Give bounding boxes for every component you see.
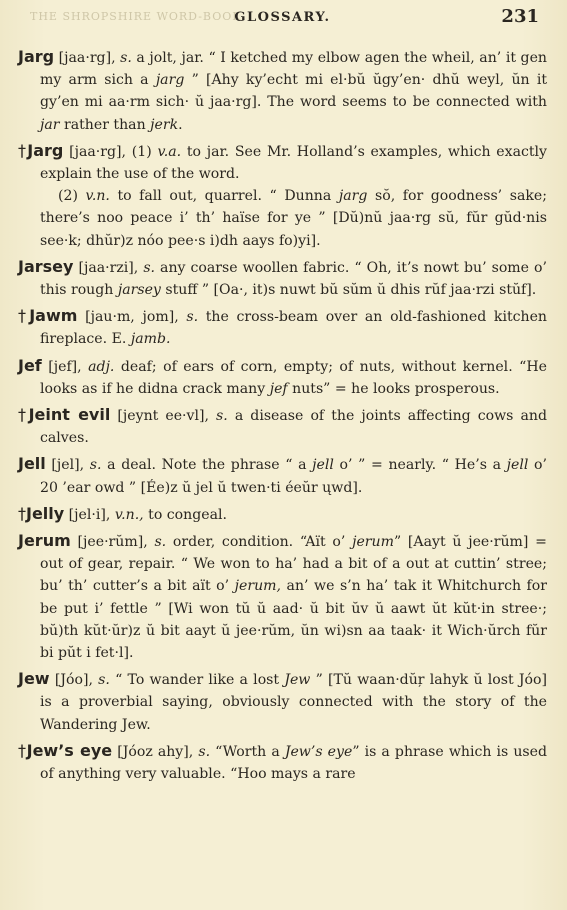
headword: Jell xyxy=(18,454,46,474)
glossary-entry: Jef [jef], adj. deaf; of ears of corn, empty; of nuts, without kernel. “He looks as if he didna crack many jef nuts” = he looks prosperous. xyxy=(18,355,547,397)
glossary-entry: Jarsey [jaa·rzi], s. any coarse woollen fabric. “ Oh, it’s nowt bu’ some o’ this rough jarsey stuff ” [Oa·, it)s nuwt bŭ sŭm ŭ dhis rŭf jaa·rzi stŭf]. xyxy=(18,256,548,299)
running-head xyxy=(18,6,547,28)
headword: Jew xyxy=(18,669,50,689)
headword: †Jeint evil xyxy=(18,405,111,425)
page-number: 231 xyxy=(501,6,539,27)
page-title: GLOSSARY. xyxy=(234,10,331,25)
headword: †Jew’s eye xyxy=(18,740,113,760)
glossary-entry: †Jawm [jau·m, jom], s. the cross-beam over an old-fashioned kitchen fireplace. E. jamb. xyxy=(18,306,548,348)
headword: Jarg xyxy=(18,47,55,66)
sub-sense: (2) v.n. to fall out, quarrel. “ Dunna jarg sŏ, for goodness’ sake; there’s noo peace i’ th’ haïse for ye ” [Dŭ)nŭ jaa·rg sŭ, fŭr gŭd·nis see·k; dhŭr)z nóo pee·s i)dh aays fo)yi]. xyxy=(40,188,547,249)
glossary-entry: †Jew’s eye [Jóoz ahy], s. “Worth a Jew’s eye” is a phrase which is used of anything very valuable. “Hoo mays a rare xyxy=(18,740,548,783)
dagger-mark: † xyxy=(18,740,27,760)
headword: Jef xyxy=(18,355,42,375)
headword: †Jawm xyxy=(18,306,78,326)
glossary-entry: Jew [Jóo], s. “ To wander like a lost Jew ” [Tŭ waan·dŭŗ lahyk ŭ lost Jóo] is a proverbial saying, obviously connected with the story of the Wandering Jew. xyxy=(18,669,547,733)
dagger-mark: † xyxy=(18,405,29,425)
glossary-entry: †Jarg [jaa·rg], (1) v.a. to jar. See Mr. Holland’s examples, which exactly explain the use of the word. (2) v.n. to fall out, quarrel. “ Dunna jarg sŏ, for goodness’ sake; there’s noo peace i’ th’ haïse for ye ” [Dŭ)nŭ jaa·rg sŭ, fŭr gŭd·nis see·k; dhŭr)z nóo pee·s i)dh aays fo)yi]. xyxy=(18,140,547,252)
headword: Jarsey xyxy=(18,256,74,276)
dagger-mark: † xyxy=(18,140,28,160)
headword: Jerum xyxy=(18,531,71,551)
headword: †Jarg xyxy=(18,140,64,160)
glossary-entry: Jell [jel], s. a deal. Note the phrase “ a jell o’ ” = nearly. “ He’s a jell o’ 20 ’ear owd ” [Ée)z ŭ jel ŭ twen·ti éeŭr ųwd]. xyxy=(18,454,548,496)
glossary-entry: †Jeint evil [jeynt ee·vl], s. a disease of the joints affecting cows and calves. xyxy=(18,405,547,447)
bleed-through-text: THE SHROPSHIRE WORD-BOOK xyxy=(30,10,242,23)
headword: †Jelly xyxy=(18,503,65,523)
dagger-mark: † xyxy=(18,503,26,523)
glossary-entry: †Jelly [jel·i], v.n., to congeal. xyxy=(18,503,227,523)
glossary-entry: Jarg [jaa·rg], s. a jolt, jar. “ I ketched my elbow agen the wheil, an’ it gen my arm sich a jarg ” [Ahy ky’echt mi el·bŭ ŭgy’en· dhŭ weyl, ŭn it gy’en mi aa·rm sich· ŭ jaa·rg]. The word seems to be connected with jar rather than jerk. xyxy=(18,47,547,133)
dagger-mark: † xyxy=(18,306,30,326)
glossary-entry: Jerum [jee·rŭm], s. order, condition. “Aït o’ jerum” [Aayt ŭ jee·rŭm] = out of gear, repair. “ We won to ha’ had a bit of a out at cuttin’ stree; bu’ th’ cutter’s a bit aït o’ jerum, an’ we s’n ha’ tak it Whitchurch for be put i’ fettle ” [Wi won tŭ ŭ aad· ŭ bit ŭv ŭ aawt ŭt kŭt·in stree·; bŭ)th kŭt·ŭr)z ŭ bit aayt ŭ jee·rŭm, ŭn wi)sn aa taak· it Wich·ŭrch fŭr bi pŭt i fet·l]. xyxy=(18,531,547,662)
